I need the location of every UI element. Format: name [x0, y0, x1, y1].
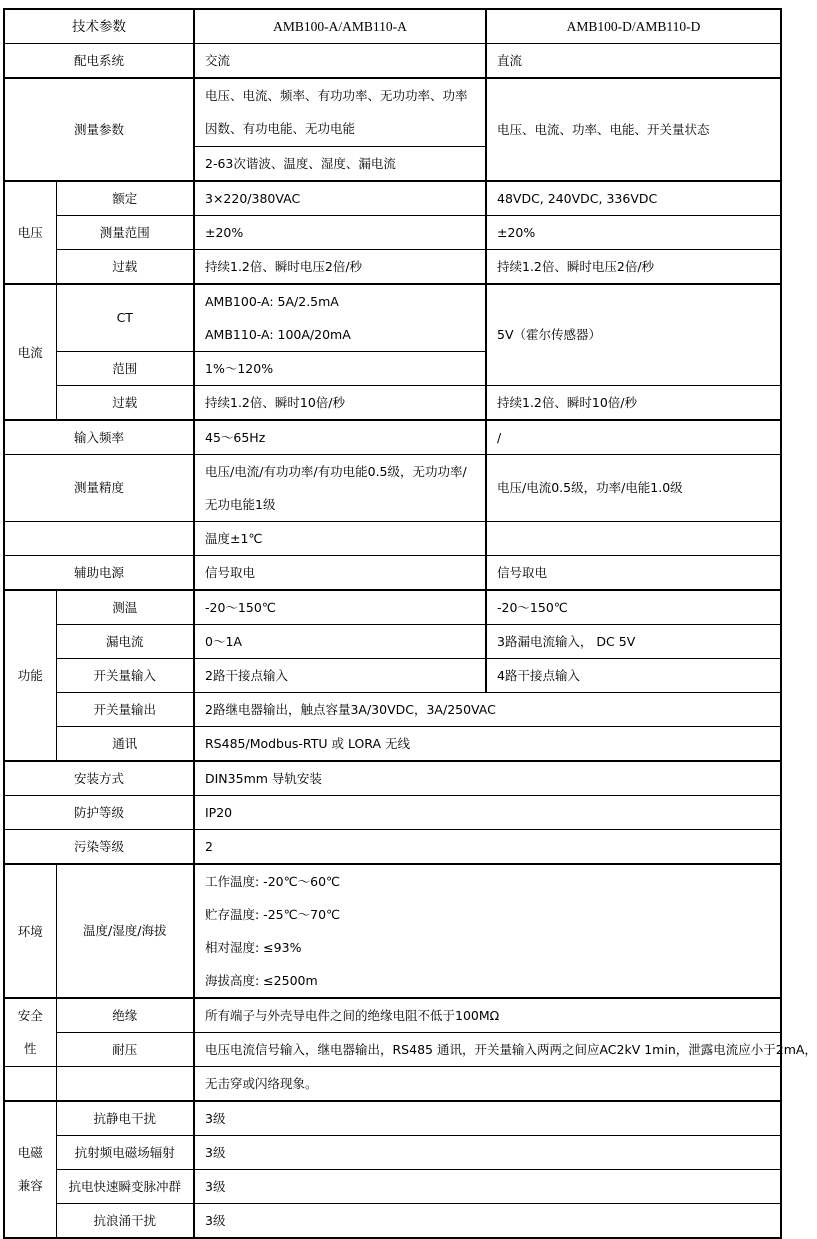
cell-accuracy-temp-d [486, 521, 781, 555]
group-voltage-label: 电压 [17, 225, 43, 240]
cell-accuracy-label: 测量精度 [4, 454, 194, 521]
cell-function-leakage-d: 3路漏电流输入， DC 5V [486, 624, 781, 658]
row-environment [4, 864, 781, 998]
row-function-temp [4, 590, 781, 625]
cell-measured-d: 电压、电流、功率、电能、开关量状态 [486, 78, 781, 181]
cell-environment-value [194, 864, 781, 998]
cell-current-ct-label: CT [56, 284, 194, 352]
cell-safety-insulation-value: 所有端子与外壳导电件之间的绝缘电阻不低于100MΩ [194, 998, 781, 1033]
cell-accuracy-temp-a: 温度±1℃ [194, 521, 486, 555]
cell-voltage-range-d: ±20% [486, 215, 781, 249]
env-line-humidity: 相对湿度: ≤93% [205, 939, 302, 955]
cell-function-comm-label: 通讯 [56, 726, 194, 761]
row-protection [4, 795, 781, 829]
cell-safety-cont-group [4, 1066, 56, 1101]
row-current-overload [4, 385, 781, 420]
cell-current-range-a: 1%～120% [194, 351, 486, 385]
cell-voltage-overload-label: 过载 [56, 249, 194, 284]
cell-current-ct-d: 5V（霍尔传感器） [486, 284, 781, 386]
cell-voltage-range-label: 测量范围 [56, 215, 194, 249]
cell-function-do-value: 2路继电器输出，触点容量3A/30VDC，3A/250VAC [194, 692, 781, 726]
cell-function-leakage-a: 0～1A [194, 624, 486, 658]
cell-aux-power-d: 信号取电 [486, 555, 781, 590]
cell-voltage-rated-a: 3×220/380VAC [194, 181, 486, 216]
group-safety-label: 安全性 [17, 1008, 43, 1056]
header-model-a: AMB100-A/AMB110-A [194, 9, 486, 44]
cell-function-di-a: 2路干接点输入 [194, 658, 486, 692]
row-input-freq [4, 420, 781, 455]
header-model-d: AMB100-D/AMB110-D [486, 9, 781, 44]
env-line-altitude: 海拔高度: ≤2500m [205, 972, 318, 988]
cell-aux-power-label: 辅助电源 [4, 555, 194, 590]
env-line-storage-temp: 贮存温度: -25℃～70℃ [205, 906, 341, 922]
cell-function-di-label: 开关量输入 [56, 658, 194, 692]
cell-current-ct-a2: AMB110-A: 100A/20mA [205, 326, 351, 342]
group-current [4, 284, 56, 420]
group-environment [4, 864, 56, 998]
row-function-leakage [4, 624, 781, 658]
cell-current-ct-a [194, 284, 486, 352]
cell-emc-surge-value: 3级 [194, 1203, 781, 1238]
cell-voltage-overload-d: 持续1.2倍、瞬时电压2倍/秒 [486, 249, 781, 284]
cell-voltage-rated-d: 48VDC, 240VDC, 336VDC [486, 181, 781, 216]
header-row [4, 9, 781, 44]
cell-distribution-label: 配电系统 [4, 44, 194, 79]
row-voltage-rated [4, 181, 781, 216]
cell-measured-a1: 电压、电流、频率、有功功率、无功功率、功率因数、有功电能、无功电能 [194, 78, 486, 146]
cell-input-freq-a: 45～65Hz [194, 420, 486, 455]
row-emc-rf [4, 1135, 781, 1169]
row-emc-surge [4, 1203, 781, 1238]
row-measured-1 [4, 78, 781, 146]
cell-input-freq-d: / [486, 420, 781, 455]
row-aux-power [4, 555, 781, 590]
cell-protection-label: 防护等级 [4, 795, 194, 829]
group-voltage [4, 181, 56, 284]
cell-voltage-rated-label: 额定 [56, 181, 194, 216]
cell-pollution-value: 2 [194, 829, 781, 864]
cell-accuracy-temp-label [4, 521, 194, 555]
row-current-ct [4, 284, 781, 352]
row-emc-eft [4, 1169, 781, 1203]
group-function [4, 590, 56, 761]
cell-function-temp-label: 测温 [56, 590, 194, 625]
cell-safety-withstand-cont-value: 无击穿或闪络现象。 [194, 1066, 781, 1101]
cell-emc-eft-value: 3级 [194, 1169, 781, 1203]
row-accuracy [4, 454, 781, 521]
row-voltage-overload [4, 249, 781, 284]
cell-measured-a2: 2-63次谐波、温度、湿度、漏电流 [194, 146, 486, 181]
row-function-do [4, 692, 781, 726]
cell-function-di-d: 4路干接点输入 [486, 658, 781, 692]
cell-current-overload-a: 持续1.2倍、瞬时10倍/秒 [194, 385, 486, 420]
row-accuracy-temp [4, 521, 781, 555]
cell-function-temp-d: -20～150℃ [486, 590, 781, 625]
row-safety-insulation [4, 998, 781, 1033]
row-safety-withstand [4, 1032, 781, 1066]
row-function-comm [4, 726, 781, 761]
env-line-operating-temp: 工作温度: -20℃～60℃ [205, 873, 341, 889]
cell-function-leakage-label: 漏电流 [56, 624, 194, 658]
cell-function-do-label: 开关量输出 [56, 692, 194, 726]
cell-emc-esd-value: 3级 [194, 1101, 781, 1136]
cell-current-ct-a1: AMB100-A: 5A/2.5mA [205, 293, 339, 309]
cell-mounting-value: DIN35mm 导轨安装 [194, 761, 781, 796]
row-safety-withstand-cont [4, 1066, 781, 1101]
row-mounting [4, 761, 781, 796]
cell-distribution-a: 交流 [194, 44, 486, 79]
row-pollution [4, 829, 781, 864]
row-voltage-range [4, 215, 781, 249]
group-function-label: 功能 [17, 668, 43, 683]
cell-emc-eft-label: 抗电快速瞬变脉冲群 [56, 1169, 194, 1203]
cell-environment-label: 温度/湿度/海拔 [56, 864, 194, 998]
cell-current-overload-label: 过载 [56, 385, 194, 420]
cell-safety-cont-label [56, 1066, 194, 1101]
group-safety [4, 998, 56, 1067]
cell-voltage-range-a: ±20% [194, 215, 486, 249]
group-emc [4, 1101, 56, 1238]
cell-aux-power-a: 信号取电 [194, 555, 486, 590]
cell-accuracy-a: 电压/电流/有功功率/有功电能0.5级，无功功率/无功电能1级 [194, 454, 486, 521]
cell-distribution-d: 直流 [486, 44, 781, 79]
spec-table [3, 8, 817, 1239]
row-function-di [4, 658, 781, 692]
cell-safety-withstand-label: 耐压 [56, 1032, 194, 1066]
group-environment-label: 环境 [17, 923, 43, 939]
group-current-label: 电流 [17, 344, 43, 360]
cell-measured-label: 测量参数 [4, 78, 194, 181]
cell-function-comm-value: RS485/Modbus-RTU 或 LORA 无线 [194, 726, 781, 761]
group-emc-label: 电磁兼容 [17, 1145, 43, 1193]
row-emc-esd [4, 1101, 781, 1136]
cell-function-temp-a: -20～150℃ [194, 590, 486, 625]
cell-emc-esd-label: 抗静电干扰 [56, 1101, 194, 1136]
cell-current-overload-d: 持续1.2倍、瞬时10倍/秒 [486, 385, 781, 420]
cell-safety-insulation-label: 绝缘 [56, 998, 194, 1033]
cell-mounting-label: 安装方式 [4, 761, 194, 796]
cell-emc-rf-label: 抗射频电磁场辐射 [56, 1135, 194, 1169]
cell-emc-rf-value: 3级 [194, 1135, 781, 1169]
row-distribution [4, 44, 781, 79]
cell-pollution-label: 污染等级 [4, 829, 194, 864]
cell-voltage-overload-a: 持续1.2倍、瞬时电压2倍/秒 [194, 249, 486, 284]
cell-safety-withstand-value: 电压电流信号输入，继电器输出，RS485 通讯，开关量输入两两之间应AC2kV 1min，泄露电流应小于2mA， [194, 1032, 781, 1066]
cell-input-freq-label: 输入频率 [4, 420, 194, 455]
cell-emc-surge-label: 抗浪涌干扰 [56, 1203, 194, 1238]
cell-accuracy-d: 电压/电流0.5级，功率/电能1.0级 [486, 454, 781, 521]
cell-protection-value: IP20 [194, 795, 781, 829]
cell-current-range-label: 范围 [56, 351, 194, 385]
header-param-label: 技术参数 [4, 9, 194, 44]
